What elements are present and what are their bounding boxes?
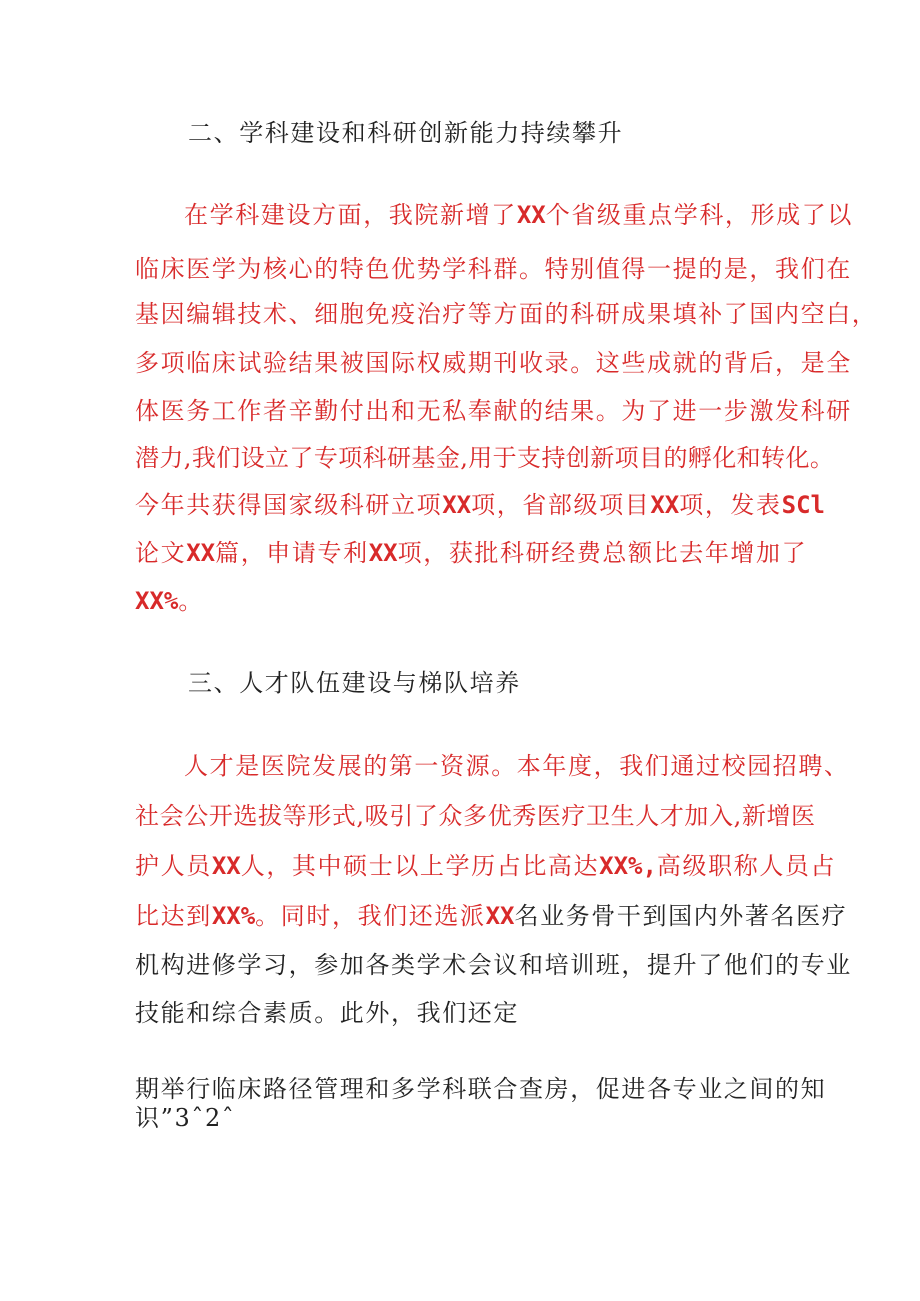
paragraph-line: 基因编辑技术、细胞免疫治疗等方面的科研成果填补了国内空白， [135,300,878,328]
paragraph-line: 今年共获得国家级科研立项XX项，省部级项目XX项，发表SCl [135,491,825,519]
paragraph-line: 潜力,我们设立了专项科研基金,用于支持创新项目的孵化和转化。 [135,444,835,472]
paragraph-line: 期举行临床路径管理和多学科联合查房，促进各专业之间的知 [135,1075,827,1103]
paragraph-line: 社会公开选拔等形式,吸引了众多优秀医疗卫生人才加入,新增医 [135,802,816,830]
section-heading-3: 三、人才队伍建设与梯队培养 [188,669,521,697]
paragraph-line: 论文XX篇，申请专利XX项，获批科研经费总额比去年增加了 [135,539,808,567]
paragraph-line: 体医务工作者辛勤付出和无私奉献的结果。为了进一步激发科研 [135,397,852,425]
paragraph-line: XX%。 [135,587,204,615]
paragraph-line: 临床医学为核心的特色优势学科群。特别值得一提的是，我们在 [135,255,852,283]
paragraph-line: 护人员XX人，其中硕士以上学历占比高达XX%,高级职称人员占 [135,852,837,880]
section-heading-2: 二、学科建设和科研创新能力持续攀升 [188,119,624,147]
paragraph-line: 比达到XX%。同时，我们还选派XX名业务骨干到国内外著名医疗 [135,902,848,930]
paragraph-line: 在学科建设方面，我院新增了XX个省级重点学科，形成了以 [184,201,853,229]
paragraph-line: 机构进修学习，参加各类学术会议和培训班，提升了他们的专业 [135,951,852,979]
paragraph-line: 技能和综合素质。此外，我们还定 [135,999,519,1027]
paragraph-line: 人才是医院发展的第一资源。本年度，我们通过校园招聘、 [184,752,850,780]
paragraph-line: 识”3ˆ2ˆ [135,1104,236,1132]
paragraph-line: 多项临床试验结果被国际权威期刊收录。这些成就的背后，是全 [135,349,852,377]
